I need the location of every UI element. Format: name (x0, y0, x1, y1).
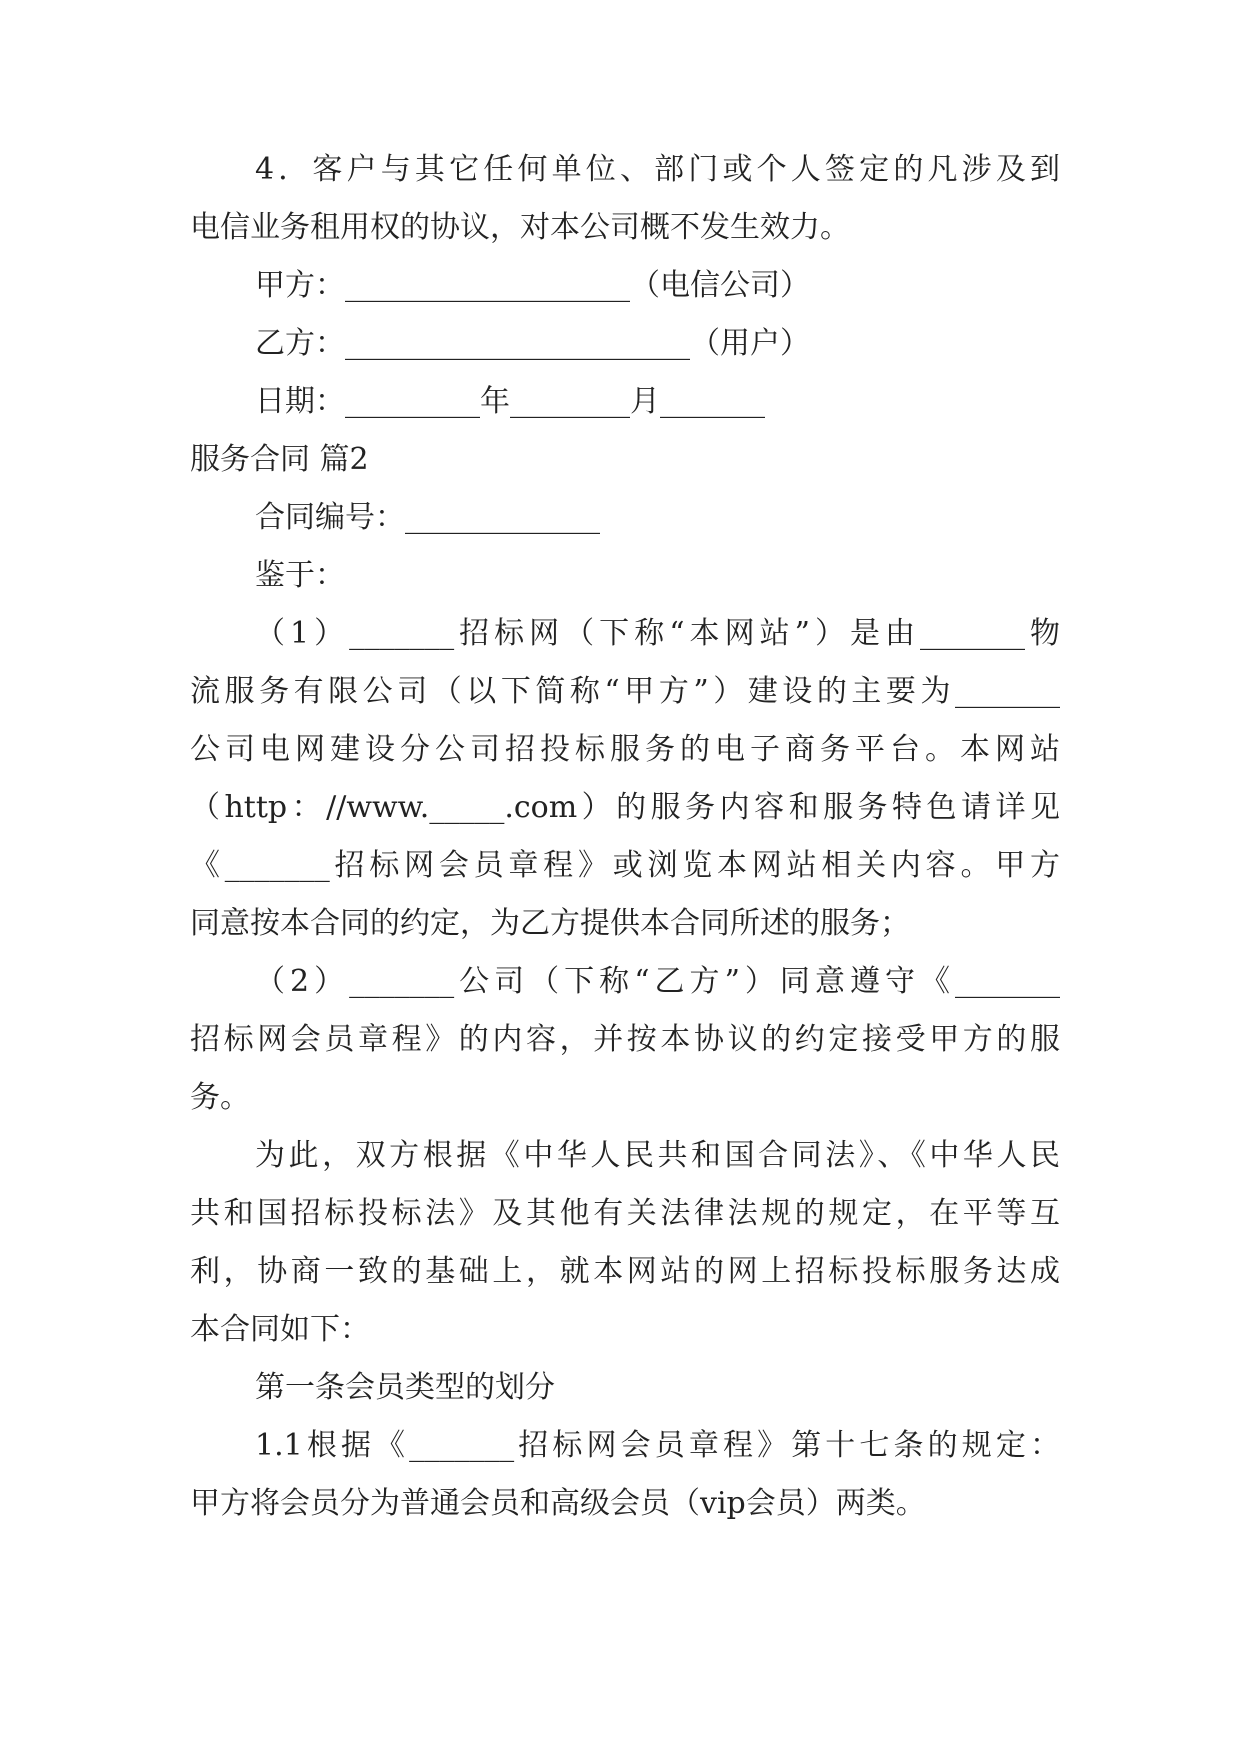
recital-1-line-3: 公司电网建设分公司招投标服务的电子商务平台。本网站 (190, 732, 1060, 767)
recital-1-line-2: 流服务有限公司（以下简称“甲方”）建设的主要为_______ (190, 674, 1060, 709)
article-1-heading: 第一条会员类型的划分 (255, 1370, 555, 1405)
recital-1-line-1: （1）_______招标网（下称“本网站”）是由_______物 (255, 616, 1060, 651)
preamble-line-1: 为此，双方根据《中华人民共和国合同法》、《中华人民 (255, 1138, 1060, 1173)
clause-4-line-1: 4．客户与其它任何单位、部门或个人签定的凡涉及到 (255, 152, 1060, 187)
whereas-heading: 鉴于： (255, 558, 345, 593)
recital-1-line-4: （http：//www._____.com）的服务内容和服务特色请详见 (190, 790, 1060, 825)
preamble-line-4: 本合同如下： (190, 1312, 370, 1347)
party-b-signature-line: 乙方：_______________________（用户） (255, 326, 810, 361)
recital-2-line-1: （2）_______公司（下称“乙方”）同意遵守《_______ (255, 964, 1060, 999)
date-line: 日期：_________年________月_______ (255, 384, 765, 419)
preamble-line-3: 利，协商一致的基础上，就本网站的网上招标投标服务达成 (190, 1254, 1060, 1289)
article-1-1-line-2: 甲方将会员分为普通会员和高级会员（vip会员）两类。 (190, 1486, 926, 1521)
clause-4-line-2: 电信业务租用权的协议，对本公司概不发生效力。 (190, 210, 850, 245)
section-heading: 服务合同 篇2 (190, 442, 369, 477)
article-1-1-line-1: 1.1根据《_______招标网会员章程》第十七条的规定： (255, 1428, 1060, 1463)
recital-2-line-3: 务。 (190, 1080, 250, 1115)
recital-2-line-2: 招标网会员章程》的内容，并按本协议的约定接受甲方的服 (190, 1022, 1060, 1057)
preamble-line-2: 共和国招标投标法》及其他有关法律法规的规定，在平等互 (190, 1196, 1060, 1231)
party-a-signature-line: 甲方：___________________（电信公司） (255, 268, 810, 303)
recital-1-line-6: 同意按本合同的约定，为乙方提供本合同所述的服务； (190, 906, 910, 941)
recital-1-line-5: 《_______招标网会员章程》或浏览本网站相关内容。甲方 (190, 848, 1060, 883)
contract-number-line: 合同编号：_____________ (255, 500, 600, 535)
